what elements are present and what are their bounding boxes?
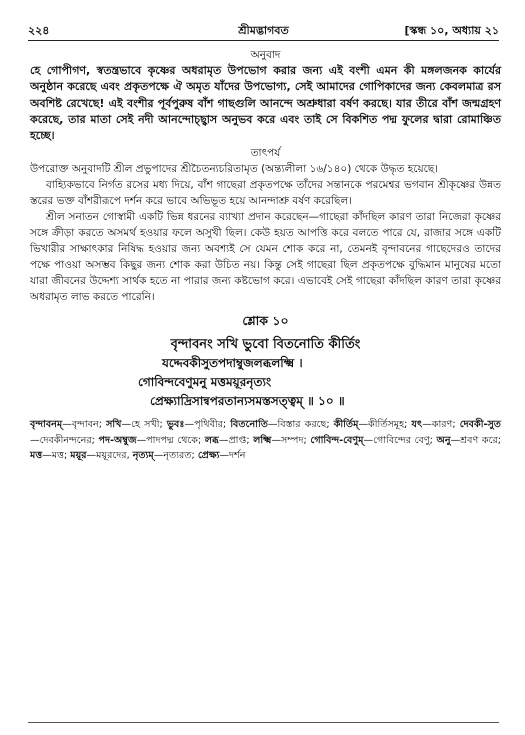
synonym-term: লক্ষ্মি: [253, 434, 272, 446]
synonym-term: বিতনোতি: [230, 419, 268, 431]
purport-paragraph-3: শ্রীল সনাতন গোস্বামী একটি ভিন্ন ধরনের ব্যাখ্যা প্রদান করেছেন—গাছেরা কাঁদছিল কারণ তারা নিজেরা কৃষ্ণের সঙ্গে ক্রীড়া করতে অসমর্থ হওয়ার ফলে অসুখী ছিল। কেউ হয়ত আপত্তি করে বলতে পারে যে, রাজার সঙ্গে একটি ভিখারীর সাক্ষাৎকার নিষিদ্ধ হওয়ার জন্য অবশ্যই সে যেমন শোক করে না, তেমনই বৃন্দাবনের গাছেদেরও তাদের পক্ষে পাওয়া অসম্ভব কিছুর জন্য শোক করা উচিত নয়। কিন্তু সেই গাছেরা ছিল প্রকৃতপক্ষে বুদ্ধিমান মানুষের মতো যারা জীবনের উদ্দেশ্য সার্থক হতে না পারার জন্য কষ্টভোগ করে। এভাবেই সেই গাছেরা কাঁদছিল কারণ তারা কৃষ্ণের অধরামৃত লাভ করতে পারেনি।: [30, 211, 501, 304]
synonym-term: বৃন্দাবনম্: [30, 419, 63, 431]
verse-line-2: যদ্দেবকীসুতপদাম্বুজলব্ধলক্ষ্মি ।: [162, 356, 303, 371]
word-for-word-synonyms: বৃন্দাবনম্—বৃন্দাবন; সখি—হে সখী; ভুবঃ—পৃথিবীর; বিতনোতি—বিস্তার করছে; কীর্তিম্—কীর্তিসমূহ; যৎ—কারণ; দেবকী-সুত—দেবকীনন্দনের; পদ-অম্বুজ—পাদপদ্ম থেকে; লব্ধ—প্রাপ্ত; লক্ষ্মি—সম্পদ; গোবিন্দ-বেণুম্—গোবিন্দের বেণু; অনু—শ্রবণ করে; মত্ত—মত্ত; ময়ূর—ময়ূরদের, নৃত্যম্—নৃত্যরত; প্রেক্ষ্য—দর্শন: [30, 419, 501, 462]
synonym-meaning: কারণ;: [431, 419, 456, 431]
translation-heading: অনুবাদ: [250, 49, 281, 61]
purport-section: [30, 161, 501, 305]
synonym-term: প্রেক্ষ্য: [197, 450, 220, 462]
verse-line-3: গোবিন্দবেণুমনু মত্তময়ূরনৃত্যং: [138, 375, 272, 390]
chapter-reference: [স্কন্ধ ১০, অধ্যায় ২১: [404, 24, 499, 37]
synonym-term: গোবিন্দ-বেণুম্: [310, 434, 364, 446]
verse-line-1: বৃন্দাবনং সখি ভুবো বিতনোতি কীর্তিং: [170, 337, 361, 353]
synonym-meaning: বৃন্দাবন;: [71, 419, 102, 431]
sloka-verse: [30, 335, 501, 411]
synonym-meaning: মত্ত;: [51, 450, 68, 462]
synonym-meaning: প্রাপ্ত;: [228, 434, 250, 446]
page-number: ২২৪: [28, 24, 50, 37]
synonym-term: নৃত্যম্: [132, 450, 154, 462]
sloka-heading: শ্লোক ১০: [242, 313, 289, 329]
synonym-term: সখি: [106, 419, 122, 431]
synonym-term: অনু: [436, 434, 451, 446]
page-header: [28, 22, 499, 40]
purport-paragraph-1: উপরোক্ত অনুবাদটি শ্রীল প্রভুপাদের শ্রীচৈতন্যচরিতামৃত (অন্ত্যলীলা ১৬/১৪০) থেকে উদ্ধৃত হয়েছে।: [30, 163, 438, 176]
synonym-meaning: কীর্তিসমূহ;: [368, 419, 408, 431]
synonym-term: ভুবঃ: [166, 419, 185, 431]
synonym-meaning: দর্শন: [229, 450, 246, 462]
synonym-meaning: শ্রবণ করে;: [460, 434, 501, 446]
synonym-term: ময়ূর: [70, 450, 87, 462]
synonym-meaning: বিস্তার করছে;: [277, 419, 330, 431]
page-body: [30, 46, 501, 464]
synonym-term: পদ-অম্বুজ: [98, 434, 137, 446]
synonym-meaning: ময়ূরদের,: [96, 450, 130, 462]
synonym-meaning: নৃত্যরত;: [163, 450, 195, 462]
synonym-meaning: দেবকীনন্দনের;: [39, 434, 95, 446]
book-title: শ্রীমদ্ভাগবত: [238, 24, 289, 37]
synonym-term: যৎ: [411, 419, 423, 431]
synonym-meaning: গোবিন্দের বেণু;: [373, 434, 433, 446]
header-divider: [28, 40, 499, 41]
synonym-term: দেবকী-সুত: [459, 419, 501, 431]
synonym-meaning: সম্পদ;: [281, 434, 307, 446]
footer-divider: [28, 722, 499, 723]
synonym-term: কীর্তিম্: [333, 419, 359, 431]
synonym-term: মত্ত: [30, 450, 43, 462]
verse-line-4: প্রেক্ষ্যাদ্রিসান্বপরতান্যসমস্তসত্ত্বম্ ॥ ১০ ॥: [150, 394, 345, 409]
synonym-meaning: হে সখী;: [131, 419, 163, 431]
purport-heading: তাৎপর্য: [250, 147, 281, 160]
synonym-meaning: পৃথিবীর;: [194, 419, 227, 431]
synonym-term: লব্ধ: [204, 434, 219, 446]
translation-text: হে গোপীগণ, স্বতন্ত্রভাবে কৃষ্ণের অধরামৃত উপভোগ করার জন্য এই বংশী এমন কী মঙ্গলজনক কার্যের অনুষ্ঠান করেছে এবং প্রকৃতপক্ষে ঐ অমৃত যাঁদের উপভোগ্য, সেই আমাদের গোপিকাদের জন্য কেবলমাত্র রস অবশিষ্ট রেখেছে! এই বংশীর পূর্বপুরুষ বাঁশ গাছগুলি আনন্দে অশ্রুধারা বর্ষণ করছে। যার তীরে বাঁশ জন্মগ্রহণ করেছে, তার মাতা সেই নদী আনন্দোচ্ছ্বাস অনুভব করে এবং তাই সে বিকশিত পদ্ম ফুলের দ্বারা রোমাঞ্চিত হচ্ছে।: [30, 64, 501, 143]
purport-paragraph-2: বাহ্যিকভাবে নির্গত রসের মধ্য দিয়ে, বাঁশ গাছেরা প্রকৃতপক্ষে তাঁদের সন্তানকে পরমেশ্বর ভগবান শ্রীকৃষ্ণের উন্নত স্তরের ভক্ত বাঁশরীরূপে দর্শন করে ভাবে অভিভূত হয়ে আনন্দাশ্রু বর্ষণ করেছিল।: [30, 179, 501, 208]
synonym-meaning: পাদপদ্ম থেকে;: [146, 434, 202, 446]
